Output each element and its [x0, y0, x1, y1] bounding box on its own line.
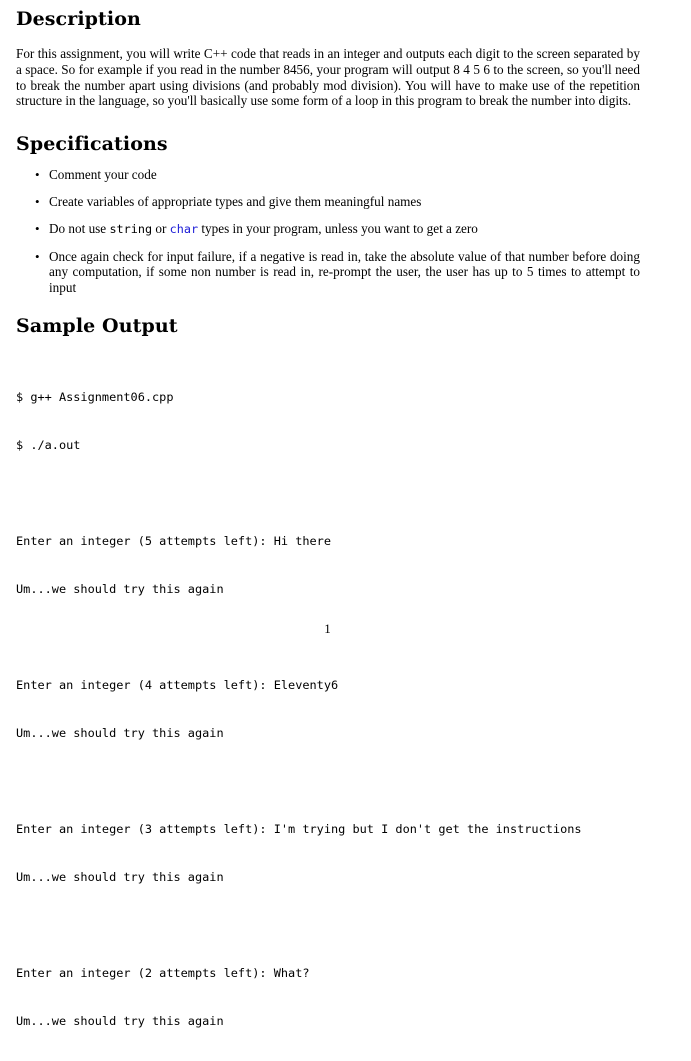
blank-line	[16, 917, 686, 933]
spec-item-comment	[16, 167, 640, 183]
spec-item-variables	[16, 194, 640, 210]
bullet-icon: •	[35, 248, 40, 264]
description-paragraph: For this assignment, you will write C++ code that reads in an integer and outputs each digit to the screen separated by a space. So for example if you read in the number 8456, your program will output 8 4 5 6 to the screen, so you'll need to break the number apart using divisions (and probably mod division). You will have to make use of the repetition structure in the language, so you'll basically use some form of a loop in this program to break the number into digits.	[16, 46, 640, 109]
spec-item-text-post: types in your program, unless you want to get a zero	[198, 220, 478, 236]
prompt-line: Enter an integer (5 attempts left): Hi there	[16, 533, 331, 548]
spec-item-text: Create variables of appropriate types and give them meaningful names	[49, 193, 422, 209]
inline-code-char: char	[169, 221, 199, 236]
response-line: Um...we should try this again	[16, 1013, 224, 1028]
inline-code-string: string	[109, 221, 153, 236]
spec-item-text: Once again check for input failure, if a negative is read in, take the absolute value of that number before doing any computation, if some non number is read in, re-prompt the user, the user has up to 5 times to attempt to input	[49, 248, 640, 296]
spec-item-types	[16, 221, 640, 238]
spec-item-text-mid: or	[152, 220, 170, 236]
page-number: 1	[324, 621, 331, 636]
command-line: $ ./a.out	[16, 437, 81, 452]
sample-output-heading: Sample Output	[16, 314, 178, 337]
bullet-icon: •	[35, 167, 40, 183]
response-line: Um...we should try this again	[16, 581, 224, 596]
bullet-icon: •	[35, 220, 40, 236]
prompt-line: Enter an integer (4 attempts left): Eleventy6	[16, 677, 339, 692]
specifications-list	[16, 167, 686, 296]
specifications-heading: Specifications	[16, 133, 168, 156]
spec-item-input-failure	[16, 249, 640, 296]
prompt-line: Enter an integer (2 attempts left): What?	[16, 965, 310, 980]
blank-line	[16, 773, 686, 789]
response-line: Um...we should try this again	[16, 869, 224, 884]
blank-line	[16, 485, 686, 501]
prompt-line: Enter an integer (3 attempts left): I'm trying but I don't get the instructions	[16, 821, 582, 836]
spec-item-text-pre: Do not use	[49, 220, 110, 236]
command-line: $ g++ Assignment06.cpp	[16, 389, 174, 404]
document-page	[16, 6, 686, 1061]
spec-item-text: Comment your code	[49, 167, 157, 183]
description-heading: Description	[16, 8, 141, 30]
response-line: Um...we should try this again	[16, 725, 224, 740]
bullet-icon: •	[35, 193, 40, 209]
terminal-output	[16, 357, 686, 1061]
